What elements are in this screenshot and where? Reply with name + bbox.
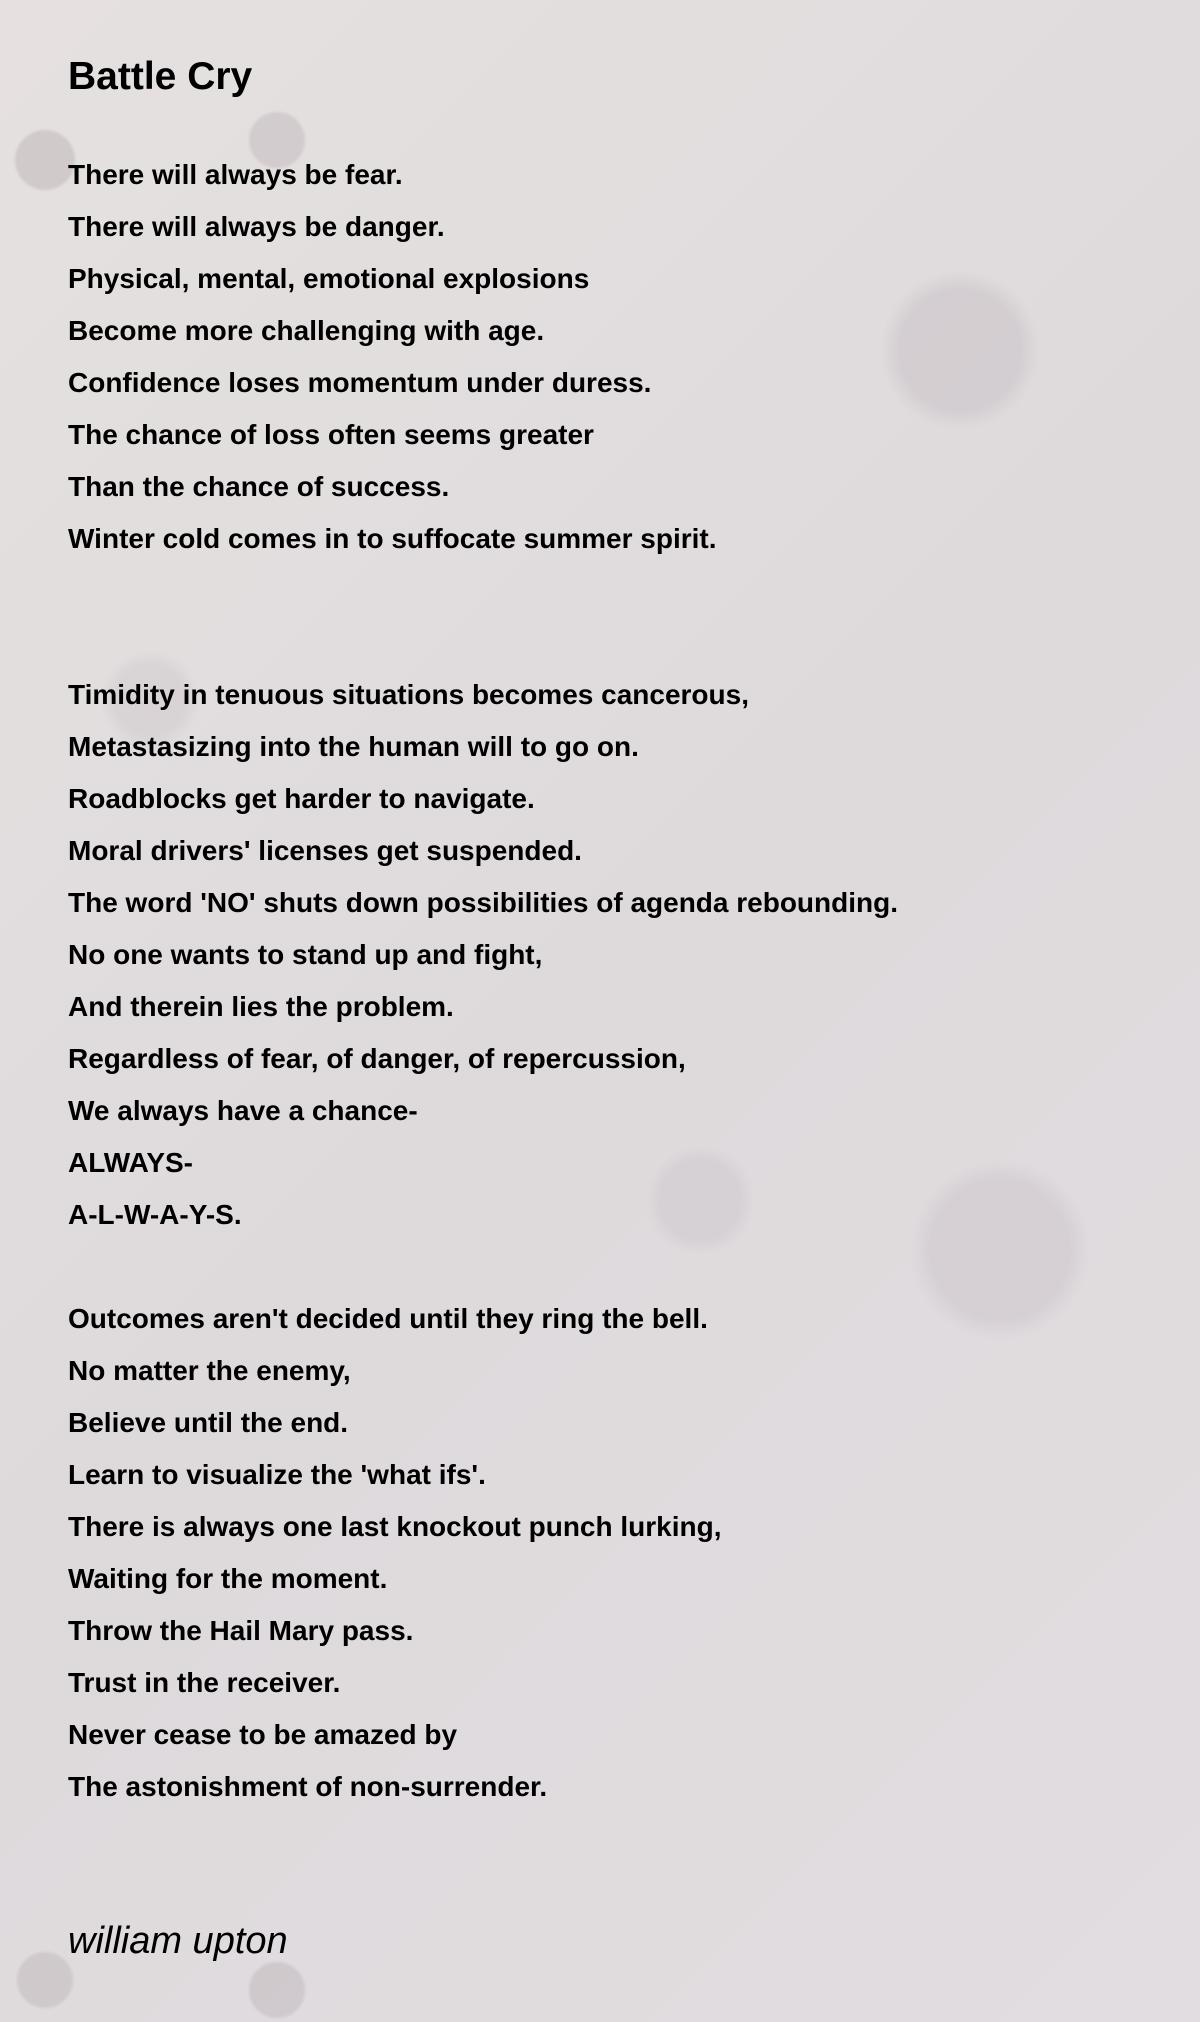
poem-title: Battle Cry [68, 55, 253, 98]
poem-line: Learn to visualize the 'what ifs'. [68, 1459, 486, 1490]
poem-line: Outcomes aren't decided until they ring the bell. [68, 1303, 708, 1334]
poem-line: Metastasizing into the human will to go on. [68, 731, 639, 762]
poem-line: Physical, mental, emotional explosions [68, 263, 590, 294]
poem-line: We always have a chance- [68, 1095, 418, 1126]
poem-line: Believe until the end. [68, 1407, 349, 1438]
poem-line: Roadblocks get harder to navigate. [68, 783, 535, 814]
poem-line: Moral drivers' licenses get suspended. [68, 835, 582, 866]
poem-line: Timidity in tenuous situations becomes cancerous, [68, 679, 749, 710]
poem-line: Waiting for the moment. [68, 1563, 388, 1594]
poem-line: Regardless of fear, of danger, of repercussion, [68, 1043, 686, 1074]
poem-body [68, 149, 898, 1813]
poem-line: The chance of loss often seems greater [68, 419, 594, 450]
stanza-break [68, 617, 898, 669]
poem-line: There is always one last knockout punch lurking, [68, 1511, 722, 1542]
poem-line: No matter the enemy, [68, 1355, 351, 1386]
poem-author: william upton [68, 1920, 288, 1962]
poem-line: No one wants to stand up and fight, [68, 939, 543, 970]
poem-line: Trust in the receiver. [68, 1667, 341, 1698]
stanza-break [68, 1241, 898, 1293]
poem-line: ALWAYS- [68, 1147, 193, 1178]
poem-line: Than the chance of success. [68, 471, 450, 502]
poem-line: There will always be danger. [68, 211, 445, 242]
poem-line: Throw the Hail Mary pass. [68, 1615, 414, 1646]
stanza-break [68, 565, 898, 617]
poem-line: There will always be fear. [68, 159, 403, 190]
poem-line: Confidence loses momentum under duress. [68, 367, 652, 398]
poem-line: A-L-W-A-Y-S. [68, 1199, 242, 1230]
poem-line: And therein lies the problem. [68, 991, 454, 1022]
poem-line: Winter cold comes in to suffocate summer spirit. [68, 523, 717, 554]
poem-line: Never cease to be amazed by [68, 1719, 458, 1750]
poem-line: Become more challenging with age. [68, 315, 545, 346]
poem-line: The word 'NO' shuts down possibilities of agenda rebounding. [68, 887, 899, 918]
poem-line: The astonishment of non-surrender. [68, 1771, 548, 1802]
